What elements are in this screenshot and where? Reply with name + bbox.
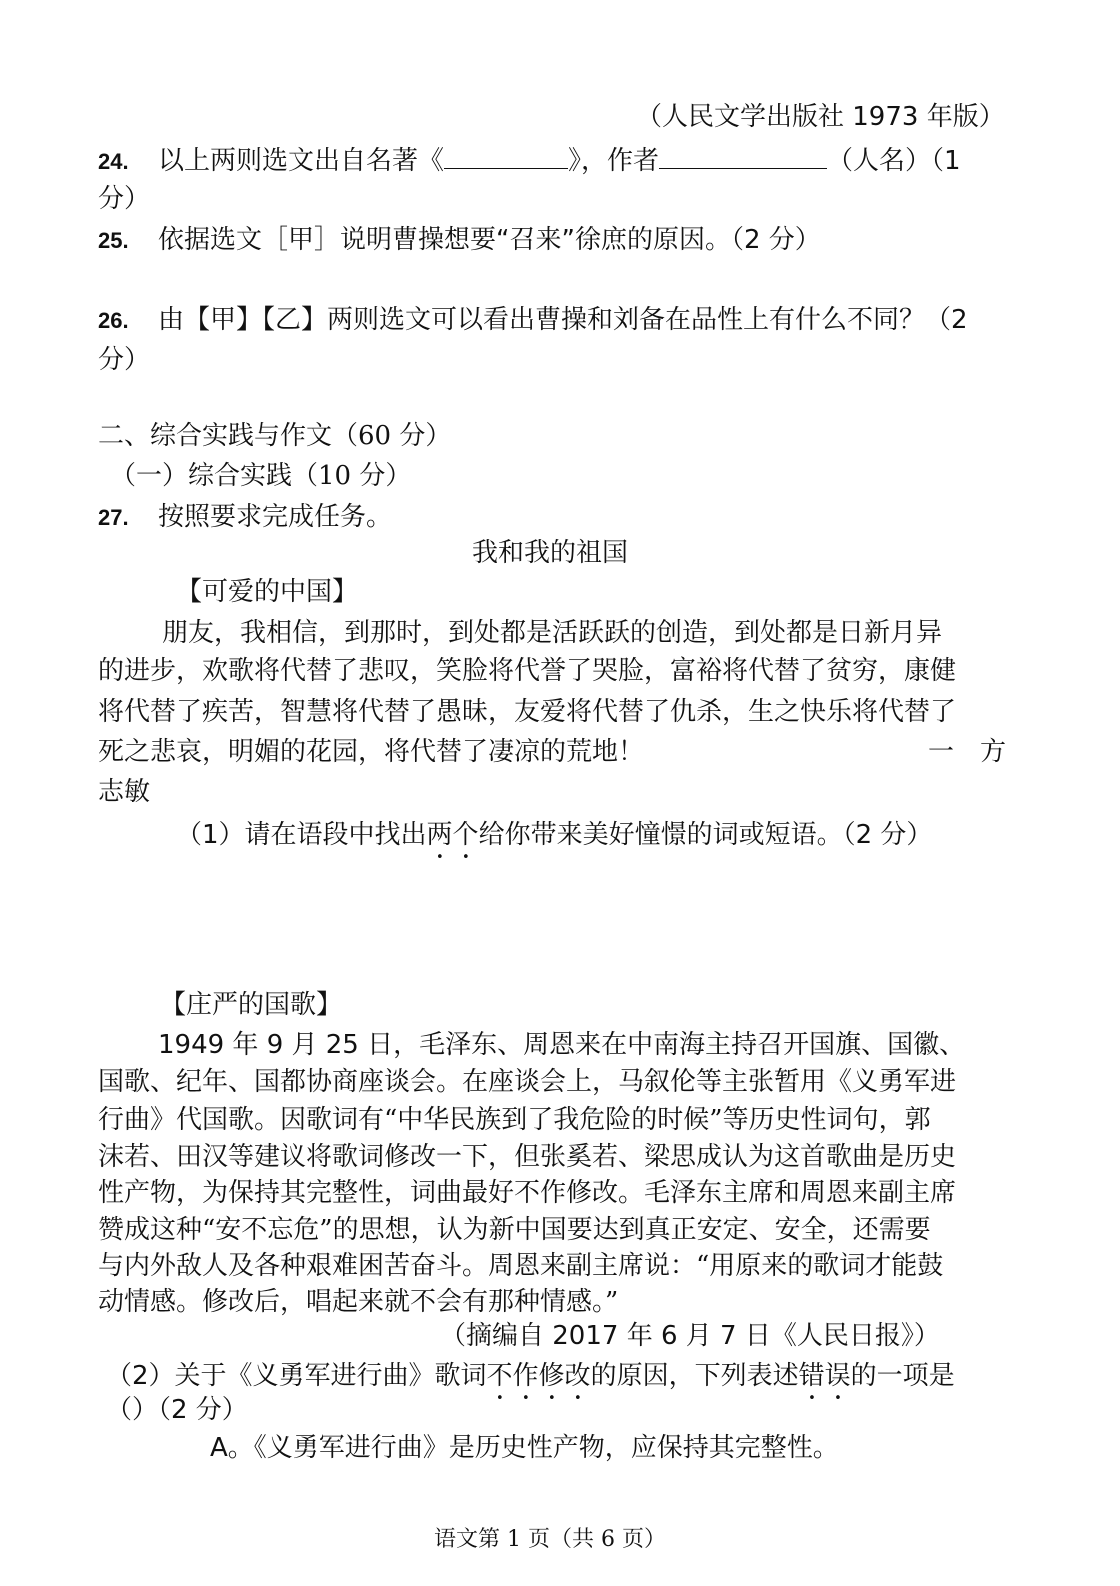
passage-line: 行曲》代国歌。因歌词有“中华民族到了我危险的时候”等历史性词句，郭 <box>98 1105 931 1135</box>
question-text: 由【甲】【乙】两则选文可以看出曹操和刘备在品性上有什么不同？（2 <box>158 305 968 335</box>
question-text: 的一项是 <box>850 1361 955 1391</box>
question-text: 的原因，下列表述 <box>590 1361 799 1391</box>
passage-line: 的进步，欢歌将代替了悲叹，笑脸将代誉了哭脸，富裕将代替了贫穷，康健 <box>98 656 957 686</box>
question-24 <box>98 146 961 174</box>
question-text: 以上两则选文出自名著《 <box>158 146 445 176</box>
question-24-line2: 分） <box>98 184 151 214</box>
passage-line: 将代替了疾苦，智慧将代替了愚昧，友爱将代替了仇杀，生之快乐将代替了 <box>98 697 957 727</box>
part1-heading: 【可爱的中国】 <box>176 577 359 607</box>
page-footer: 语文第 1 页（共 6 页） <box>434 1527 666 1552</box>
question-number: 27. <box>98 505 129 530</box>
passage-line: 动情感。修改后，唱起来就不会有那种情感。” <box>98 1287 619 1317</box>
question-text: 给你带来美好憧憬的词或短语。（2 分） <box>478 820 933 850</box>
question-text: 》，作者 <box>568 146 660 176</box>
question-number: 24. <box>98 149 129 174</box>
question-26-line2: 分） <box>98 345 151 375</box>
passage-line: 1949 年 9 月 25 日，毛泽东、周恩来在中南海主持召开国旗、国徽、 <box>158 1030 966 1060</box>
attribution-name: 志敏 <box>98 777 151 807</box>
passage-source: （摘编自 2017 年 6 月 7 日《人民日报》） <box>440 1321 940 1351</box>
emphasis-text: 两个 <box>426 820 479 850</box>
question-27 <box>98 504 392 530</box>
passage-line: 赞成这种“安不忘危”的思想，认为新中国要达到真正安定、安全，还需要 <box>98 1215 931 1245</box>
book-title-blank[interactable] <box>444 146 568 169</box>
question-26 <box>98 307 968 333</box>
sub-question-1 <box>176 820 932 865</box>
question-text: 按照要求完成任务。 <box>158 502 393 532</box>
question-text: （2）关于《义勇军进行曲》歌词 <box>106 1361 487 1391</box>
question-number: 26. <box>98 308 129 333</box>
subsection-heading: （一）综合实践（10 分） <box>110 461 412 491</box>
attribution: 一 方 <box>928 737 1007 767</box>
emphasis-text: 不作修改 <box>486 1361 591 1391</box>
passage-line: 死之悲哀，明媚的花园，将代替了凄凉的荒地！ <box>98 737 645 767</box>
passage-line: 朋友，我相信，到那时，到处都是活跃跃的创造，到处都是日新月异 <box>162 618 943 648</box>
section-heading: 二、综合实践与作文（60 分） <box>98 421 452 451</box>
question-25 <box>98 227 821 253</box>
question-text: 依据选文［甲］说明曹操想要“召来”徐庶的原因。（2 分） <box>158 225 821 255</box>
question-number: 25. <box>98 228 129 253</box>
author-blank[interactable] <box>659 146 827 169</box>
option-a[interactable]: A。《义勇军进行曲》是历史性产物，应保持其完整性。 <box>210 1433 839 1463</box>
theme-title: 我和我的祖国 <box>471 538 628 568</box>
passage-line: 沫若、田汉等建议将歌词修改一下，但张奚若、梁思成认为这首歌曲是历史 <box>98 1142 957 1172</box>
emphasis-text: 错误 <box>798 1361 851 1391</box>
passage-line: 国歌、纪年、国都协商座谈会。在座谈会上，马叙伦等主张暂用《义勇军进 <box>98 1067 957 1097</box>
part2-heading: 【庄严的国歌】 <box>160 990 343 1020</box>
passage-line: 性产物，为保持其完整性，词曲最好不作修改。毛泽东主席和周恩来副主席 <box>98 1178 957 1208</box>
source-line: （人民文学出版社 1973 年版） <box>636 102 1005 132</box>
sub-question-2-line2: （）（2 分） <box>106 1395 248 1425</box>
question-text: （1）请在语段中找出 <box>176 820 427 850</box>
passage-line: 与内外敌人及各种艰难困苦奋斗。周恩来副主席说：“用原来的歌词才能鼓 <box>98 1251 944 1281</box>
question-text: （人名）（1 <box>827 146 961 176</box>
